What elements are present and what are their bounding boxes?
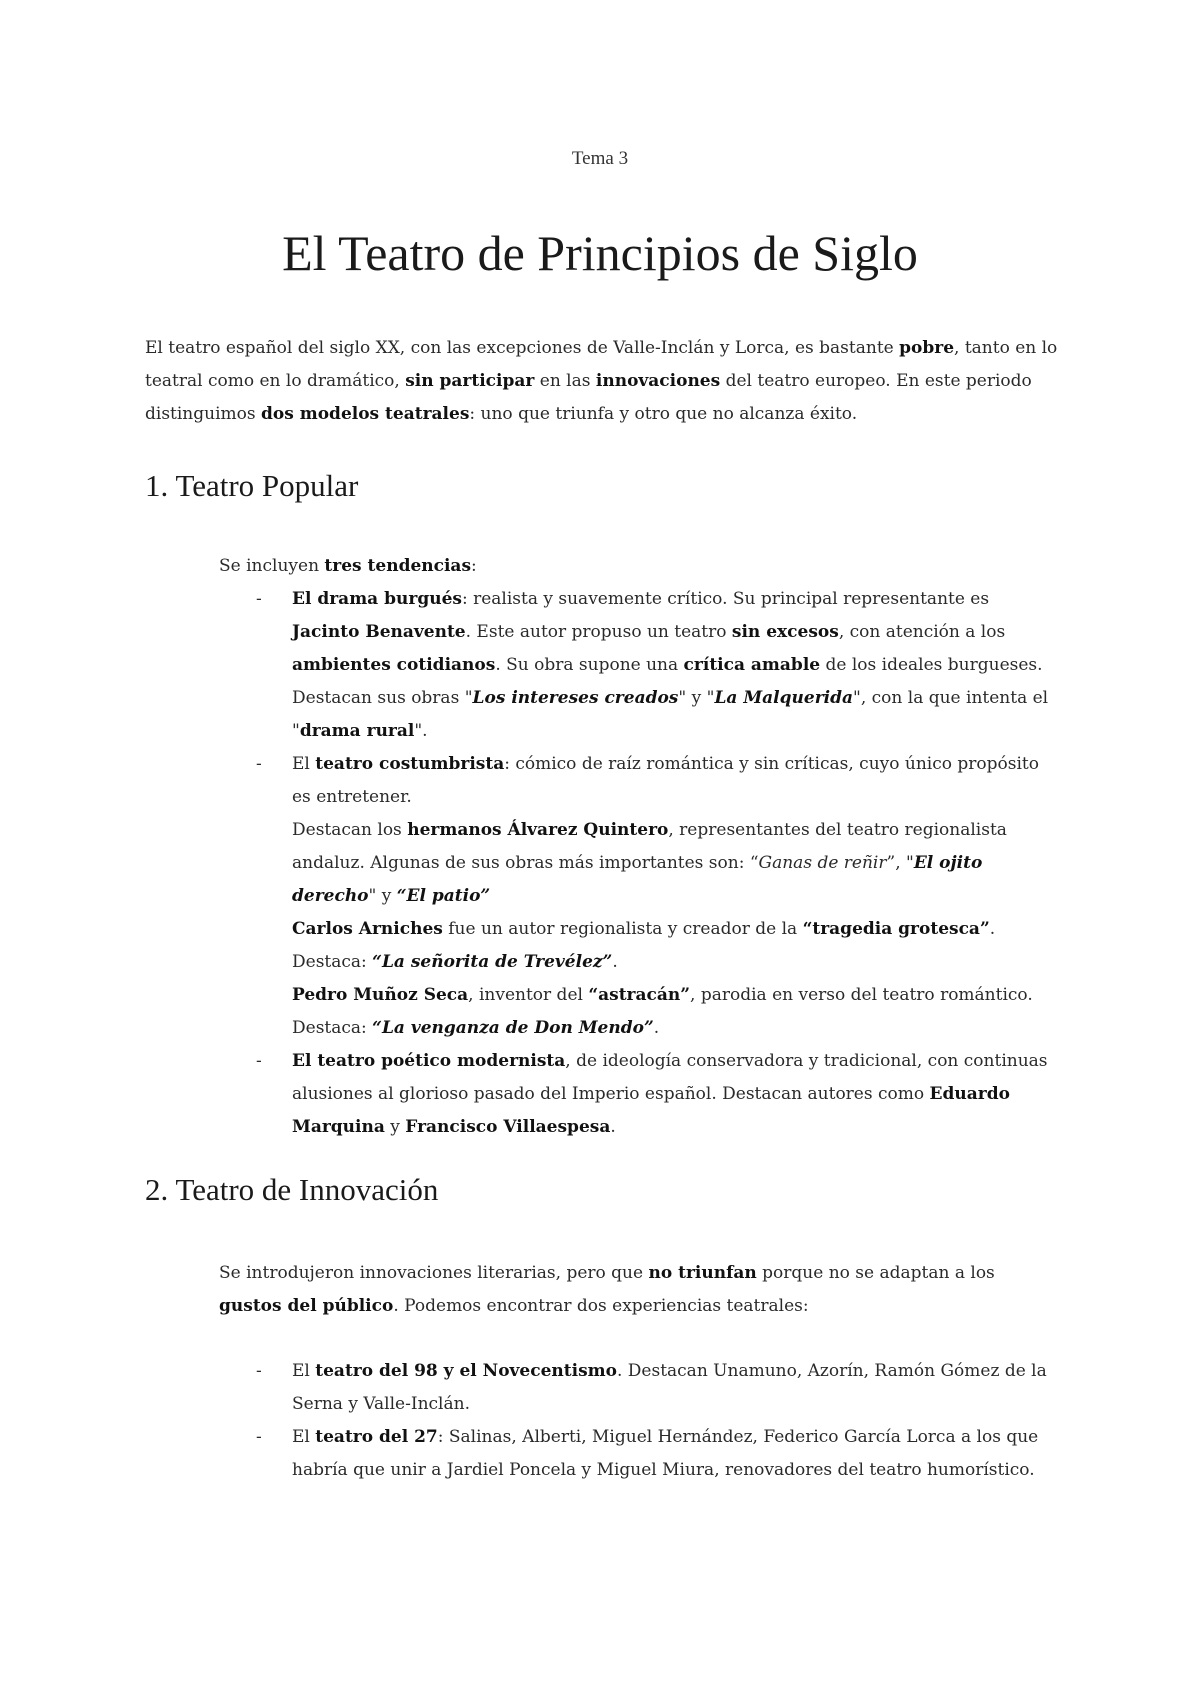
text-run: , de ideología conservadora y tradicional, con continuas alusiones al glorioso pasado del Imperio español. Destacan autores como: [292, 1051, 1048, 1104]
text-run: , parodia en verso del teatro romántico. Destaca:: [292, 985, 1033, 1038]
text-run: ”, ": [886, 853, 914, 873]
list-item-paragraph: [292, 583, 1060, 748]
list-bullet-dash: -: [256, 589, 262, 609]
text-run: ", con la que intenta el ": [292, 688, 1049, 741]
text-run: : Salinas, Alberti, Miguel Hernández, Federico García Lorca a los que habría que unir a Jardiel Poncela y Miguel Miura, renovadores del teatro humorístico.: [292, 1427, 1039, 1480]
text-run: en las: [534, 371, 596, 391]
bold-text: sin participar: [405, 371, 535, 391]
list-item: [219, 1355, 1060, 1421]
bold-italic-text: “La señorita de Trevélez”: [372, 952, 613, 972]
text-run: El teatro español del siglo XX, con las excepciones de Valle-Inclán y Lorca, es bastante: [145, 338, 900, 358]
text-run: y: [384, 1117, 406, 1137]
text-run: porque no se adaptan a los: [756, 1263, 995, 1283]
list-item-paragraph: [292, 814, 1060, 913]
text-run: . Podemos encontrar dos experiencias teatrales:: [393, 1296, 809, 1316]
bold-italic-text: “La venganza de Don Mendo”: [372, 1018, 654, 1038]
text-run: fue un autor regionalista y creador de la: [442, 919, 803, 939]
bold-text: no triunfan: [648, 1263, 757, 1283]
list-item: [219, 1421, 1060, 1487]
bold-text: drama rural: [299, 721, 415, 741]
list-item: [219, 583, 1060, 748]
bold-italic-text: El ojito derecho: [292, 853, 983, 906]
bold-text: “astracán”: [588, 985, 691, 1005]
bold-text: crítica amable: [683, 655, 821, 675]
text-run: , representantes del teatro regionalista andaluz. Algunas de sus obras más importantes son: “: [292, 820, 1007, 873]
list-bullet-dash: -: [256, 754, 262, 774]
bold-text: gustos del público: [219, 1296, 394, 1316]
topic-label: Tema 3: [571, 148, 629, 169]
section-heading-teatro-innovacion: 2. Teatro de Innovación: [145, 1172, 439, 1207]
bold-text: Eduardo Marquina: [292, 1084, 1010, 1137]
bold-text: Pedro Muñoz Seca: [292, 985, 469, 1005]
text-run: .: [610, 1117, 616, 1137]
text-run: . Este autor propuso un teatro: [465, 622, 732, 642]
text-run: .: [653, 1018, 660, 1038]
text-run: Se incluyen: [219, 556, 325, 576]
list-bullet-dash: -: [256, 1051, 262, 1071]
bold-text: hermanos Álvarez Quintero: [407, 820, 669, 840]
bold-text: innovaciones: [595, 371, 721, 391]
section-teatro-popular: [219, 550, 1060, 1144]
text-run: El: [292, 1427, 316, 1447]
section-heading-teatro-popular: 1. Teatro Popular: [145, 468, 359, 503]
text-run: .: [612, 952, 618, 972]
bold-text: El drama burgués: [292, 589, 462, 609]
text-run: de los ideales burgueses. Destacan sus obras ": [292, 655, 1043, 708]
section-teatro-innovacion-list: [219, 1355, 1060, 1487]
text-run: : cómico de raíz romántica y sin críticas, cuyo único propósito es entretener.: [292, 754, 1039, 807]
bold-text: sin excesos: [731, 622, 839, 642]
list-item-paragraph: [292, 748, 1060, 814]
text-run: Se introdujeron innovaciones literarias, pero que: [219, 1263, 649, 1283]
list-item-paragraph: [292, 913, 1060, 979]
bold-italic-text: La Malquerida: [714, 688, 854, 708]
list-item-paragraph: [292, 979, 1060, 1045]
text-run: , inventor del: [468, 985, 589, 1005]
bold-text: pobre: [899, 338, 955, 358]
text-run: . Su obra supone una: [495, 655, 684, 675]
text-run: . Destacan Unamuno, Azorín, Ramón Gómez de la Serna y Valle-Inclán.: [292, 1361, 1047, 1414]
text-run: " y: [368, 886, 397, 906]
list-bullet-dash: -: [256, 1361, 262, 1381]
bold-text: Jacinto Benavente: [292, 622, 466, 642]
list-item-paragraph: [292, 1355, 1060, 1421]
text-run: " y ": [678, 688, 715, 708]
tendencies-list: [219, 583, 1060, 1144]
text-run: El: [292, 1361, 316, 1381]
list-item-paragraph: [292, 1421, 1060, 1487]
bold-text: dos modelos teatrales: [261, 404, 470, 424]
bold-italic-text: “El patio”: [396, 886, 491, 906]
bold-text: Francisco Villaespesa: [405, 1117, 611, 1137]
section-teatro-innovacion: [219, 1257, 1060, 1323]
text-run: Destacan los: [292, 820, 408, 840]
bold-text: teatro costumbrista: [315, 754, 505, 774]
experiences-list: [219, 1355, 1060, 1487]
list-item: [219, 1045, 1060, 1144]
bold-text: “tragedia grotesca”: [802, 919, 990, 939]
list-item: [219, 748, 1060, 1045]
page-title: El Teatro de Principios de Siglo: [282, 225, 918, 281]
bold-text: Carlos Arniches: [292, 919, 443, 939]
bold-text: tres tendencias: [324, 556, 472, 576]
bold-text: teatro del 98 y el Novecentismo: [315, 1361, 617, 1381]
intro-paragraph: [145, 332, 1060, 431]
bold-text: ambientes cotidianos: [292, 655, 496, 675]
bold-italic-text: Los intereses creados: [472, 688, 679, 708]
text-run: , tanto en lo teatral como en lo dramático,: [145, 338, 1058, 391]
text-run: del teatro europeo. En este periodo distinguimos: [145, 371, 1032, 424]
italic-text: Ganas de reñir: [758, 853, 887, 873]
text-run: ".: [414, 721, 428, 741]
list-bullet-dash: -: [256, 1427, 262, 1447]
text-run: El: [292, 754, 316, 774]
text-run: , con atención a los: [838, 622, 1006, 642]
bold-text: teatro del 27: [315, 1427, 438, 1447]
text-run: :: [471, 556, 477, 576]
list-item-paragraph: [292, 1045, 1060, 1144]
section-lead: [219, 550, 1060, 583]
bold-text: El teatro poético modernista: [292, 1051, 566, 1071]
text-run: : realista y suavemente crítico. Su principal representante es: [461, 589, 990, 609]
text-run: : uno que triunfa y otro que no alcanza éxito.: [469, 404, 858, 424]
section-lead: [219, 1257, 1060, 1323]
text-run: . Destaca:: [292, 919, 996, 972]
